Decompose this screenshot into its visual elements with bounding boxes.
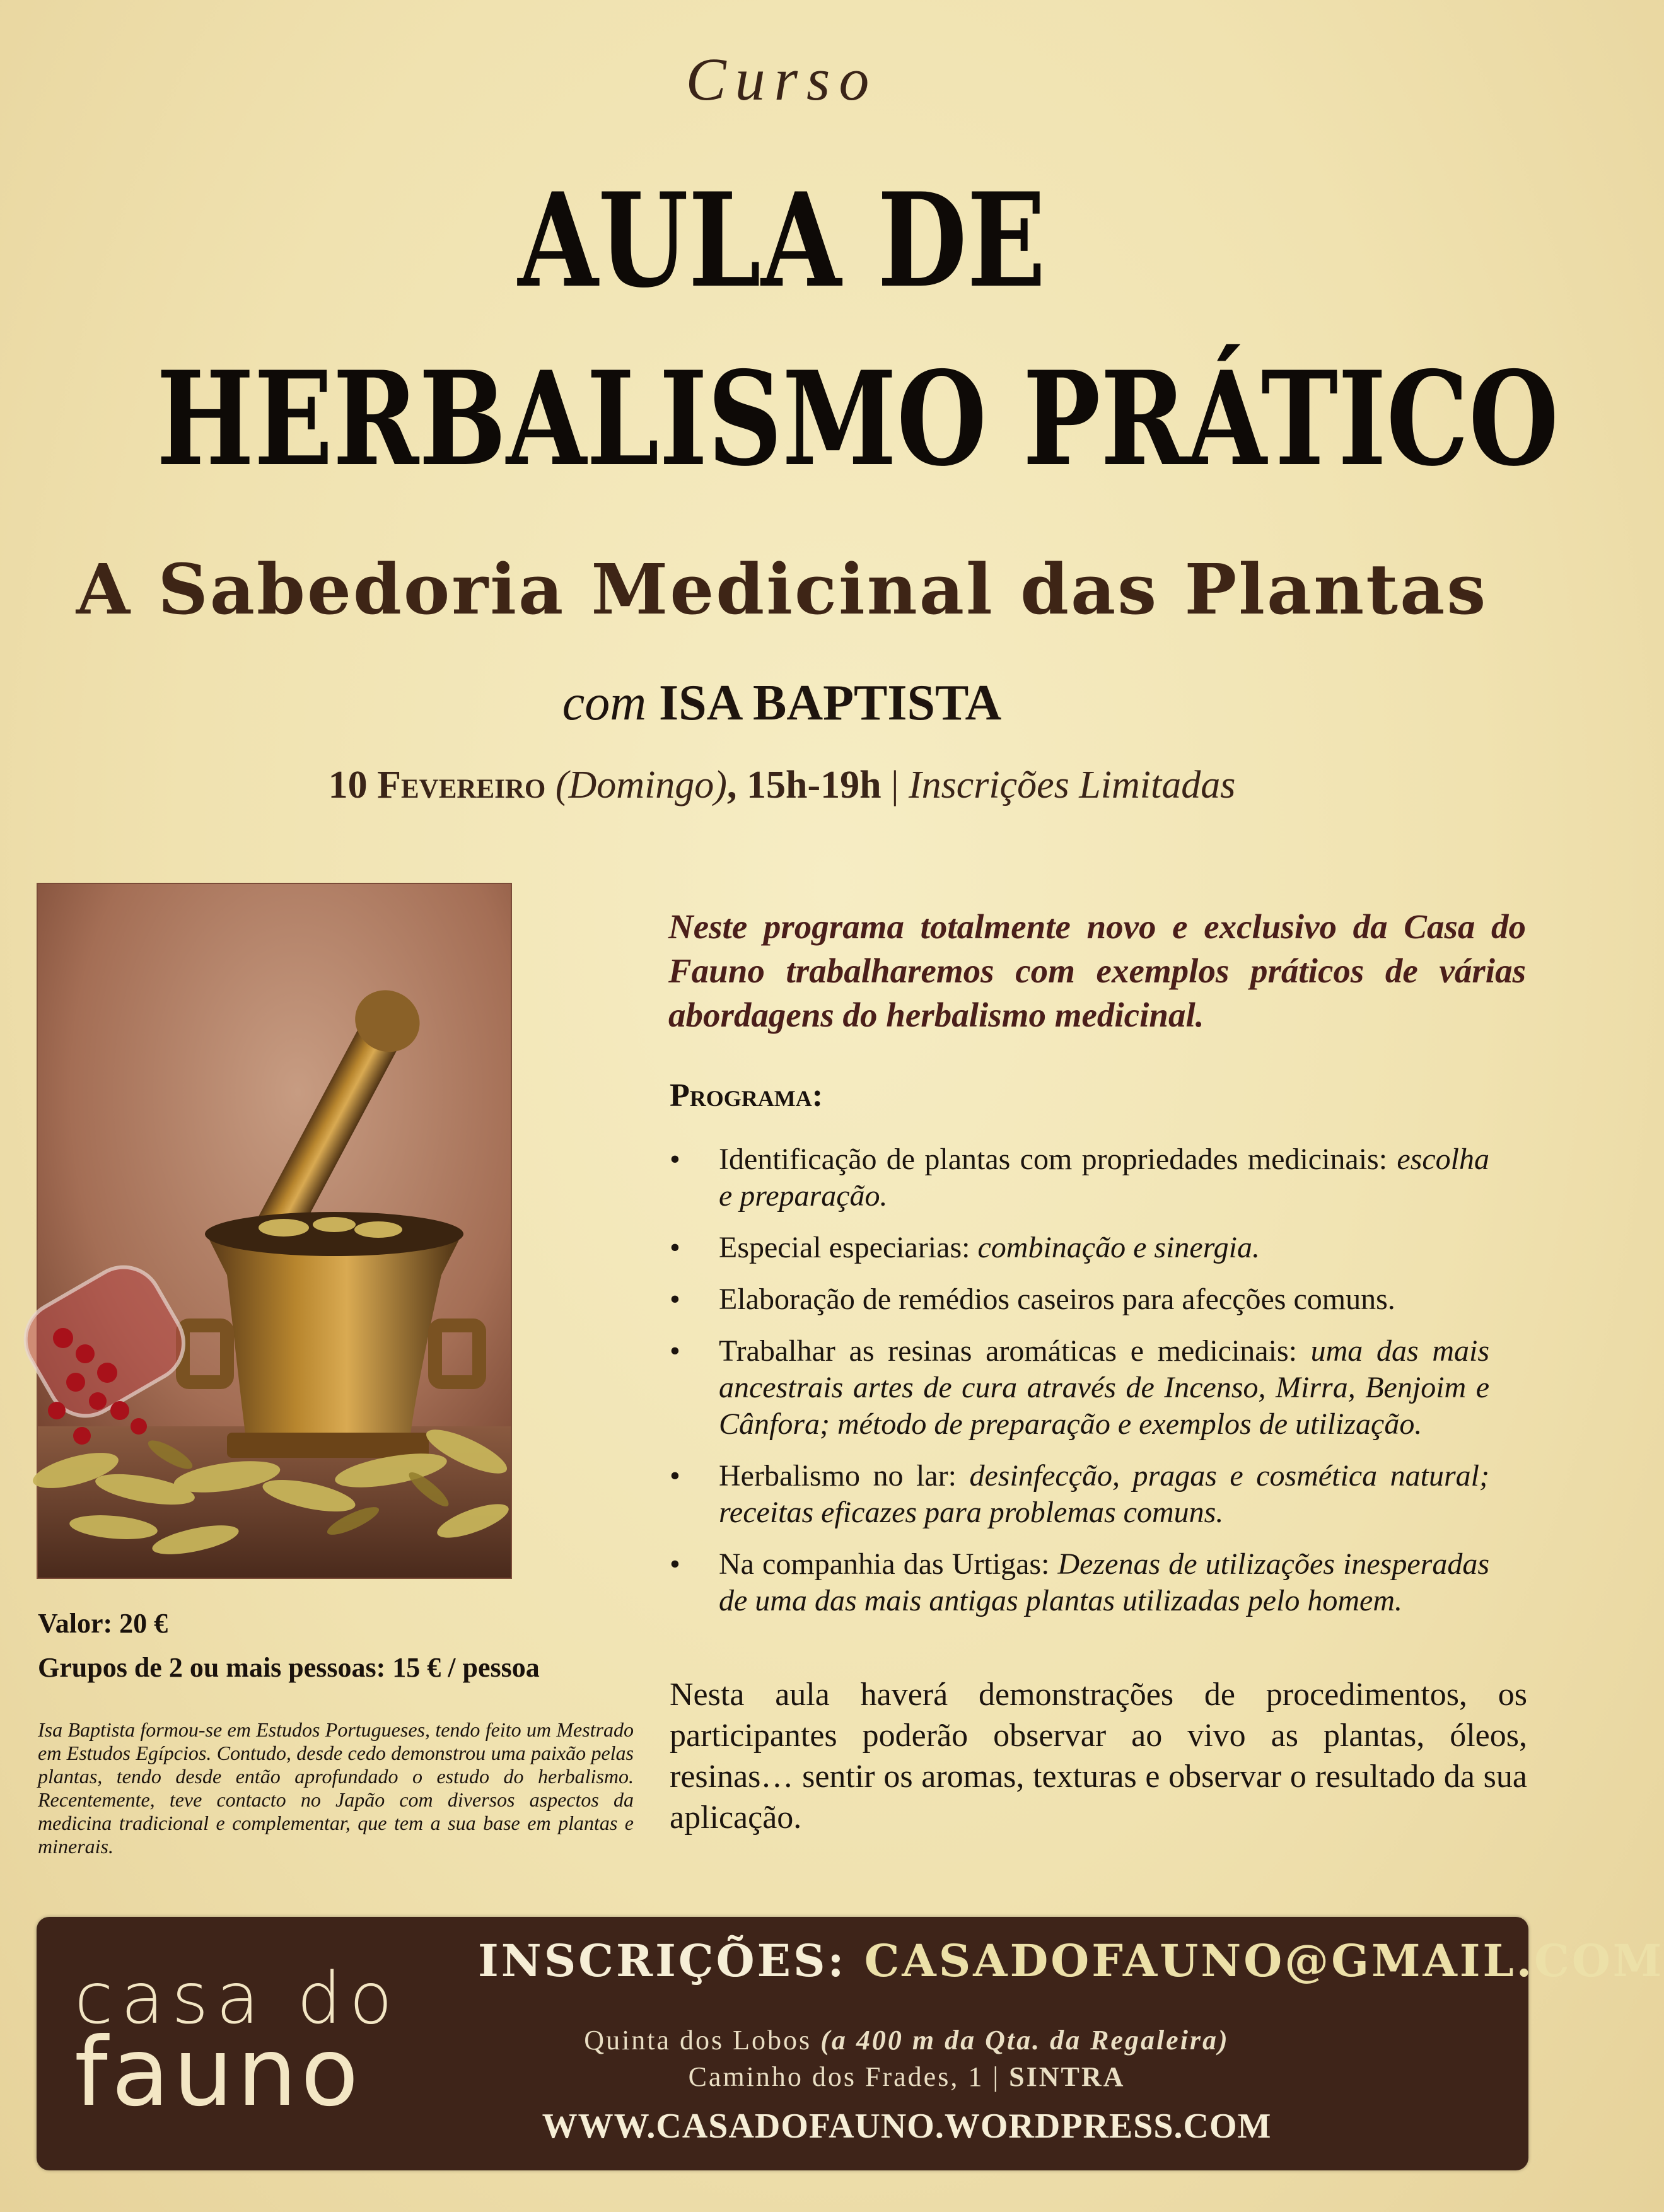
item-text: Especial especiarias:: [719, 1231, 978, 1264]
bullet-icon: •: [670, 1459, 680, 1493]
registration-email-link[interactable]: CASADOFAUNO@GMAIL.COM: [864, 1935, 1664, 1987]
website-link[interactable]: WWW.CASADOFAUNO.WORDPRESS.COM: [542, 2107, 1272, 2146]
address-line-2: [478, 2061, 1335, 2093]
list-item: [670, 1546, 1489, 1619]
list-item: [670, 1141, 1489, 1214]
address-place: Quinta dos Lobos: [584, 2025, 821, 2056]
mortar-and-pestle-photo: [37, 883, 512, 1579]
instructor-name: ISA BAPTISTA: [659, 675, 1002, 731]
event-date-line: [0, 763, 1564, 808]
program-intro: Neste programa totalmente novo e exclusivo da Casa do Fauno trabalharemos com exemplos práticos de várias abordagens do herbalismo medicinal.: [668, 907, 1526, 1034]
list-item: [670, 1230, 1489, 1266]
instructor-byline: [0, 675, 1564, 732]
logo-fauno: fauno: [74, 2018, 363, 2128]
list-item: [670, 1333, 1489, 1443]
bullet-icon: •: [670, 1231, 680, 1264]
program-heading: Programa:: [670, 1078, 823, 1114]
price-groups: Grupos de 2 ou mais pessoas: 15 € / pessoa: [38, 1652, 540, 1683]
pricing: [38, 1602, 540, 1690]
item-detail: Dezenas de utilizações inesperadas de uma das mais antigas plantas utilizadas pelo homem.: [719, 1547, 1489, 1617]
bullet-icon: •: [670, 1283, 680, 1316]
logo-casa-do: casa do: [74, 1958, 400, 2040]
item-detail: uma das mais ancestrais artes de cura através de Incenso, Mirra, Benjoim e Cânfora; método de preparação e exemplos de utilização.: [719, 1334, 1489, 1441]
instructor-bio: Isa Baptista formou-se em Estudos Portugueses, tendo feito um Mestrado em Estudos Egípcios. Contudo, desde cedo demonstrou uma paixão pelas plantas, tendo desde então aprofundado o estudo do herbalismo. Recentemente, teve contacto no Japão com diversos aspectos da medicina tradicional e complementar, que tem a sua base em plantas e minerais.: [38, 1718, 634, 1858]
program-list: [670, 1141, 1489, 1634]
mortar-illustration: [38, 884, 511, 1578]
item-text: Elaboração de remédios caseiros para afecções comuns.: [719, 1283, 1395, 1316]
address-street: Caminho dos Frades, 1 |: [688, 2061, 1009, 2092]
list-item: [670, 1281, 1489, 1318]
program-outro: Nesta aula haverá demonstrações de procedimentos, os participantes poderão observar ao vivo as plantas, óleos, resinas… sentir os aromas, texturas e observar o resultado da sua aplicação.: [670, 1677, 1527, 1836]
address-line-1: [478, 2024, 1335, 2056]
item-text: Trabalhar as resinas aromáticas e medicinais:: [719, 1334, 1311, 1368]
item-detail: combinação e sinergia.: [977, 1231, 1260, 1264]
title-line-2: HERBALISMO PRÁTICO: [156, 344, 1559, 495]
contact-footer: [37, 1917, 1664, 2170]
date-day: 10: [328, 764, 368, 806]
byline-prefix: com: [562, 675, 647, 731]
bullet-icon: •: [670, 1143, 680, 1176]
list-item: [670, 1458, 1489, 1531]
date-weekday: (Domingo): [555, 764, 727, 806]
item-text: Herbalismo no lar:: [719, 1459, 970, 1493]
course-kicker: Curso: [685, 45, 878, 113]
item-text: Identificação de plantas com propriedades medicinais:: [719, 1143, 1397, 1176]
item-detail: escolha e preparação.: [719, 1143, 1489, 1213]
date-time: , 15h-19h: [726, 764, 881, 806]
registration-line: [478, 1935, 1664, 1987]
date-separator: |: [891, 764, 899, 806]
registration-label: INSCRIÇÕES:: [478, 1935, 864, 1987]
address-landmark: (a 400 m da Qta. da Regaleira): [820, 2025, 1230, 2056]
address-town: SINTRA: [1009, 2061, 1126, 2092]
subtitle: A Sabedoria Medicinal das Plantas: [76, 549, 1488, 630]
item-text: Na companhia das Urtigas:: [719, 1547, 1058, 1581]
bullet-icon: •: [670, 1334, 680, 1368]
bullet-icon: •: [670, 1547, 680, 1581]
date-month: Fevereiro: [377, 764, 546, 806]
price-value: Valor: 20 €: [38, 1608, 168, 1639]
limited-places: Inscrições Limitadas: [909, 764, 1236, 806]
item-detail: desinfecção, pragas e cosmética natural; receitas eficazes para problemas comuns.: [719, 1459, 1490, 1529]
title-line-1: AULA DE: [518, 165, 1046, 317]
